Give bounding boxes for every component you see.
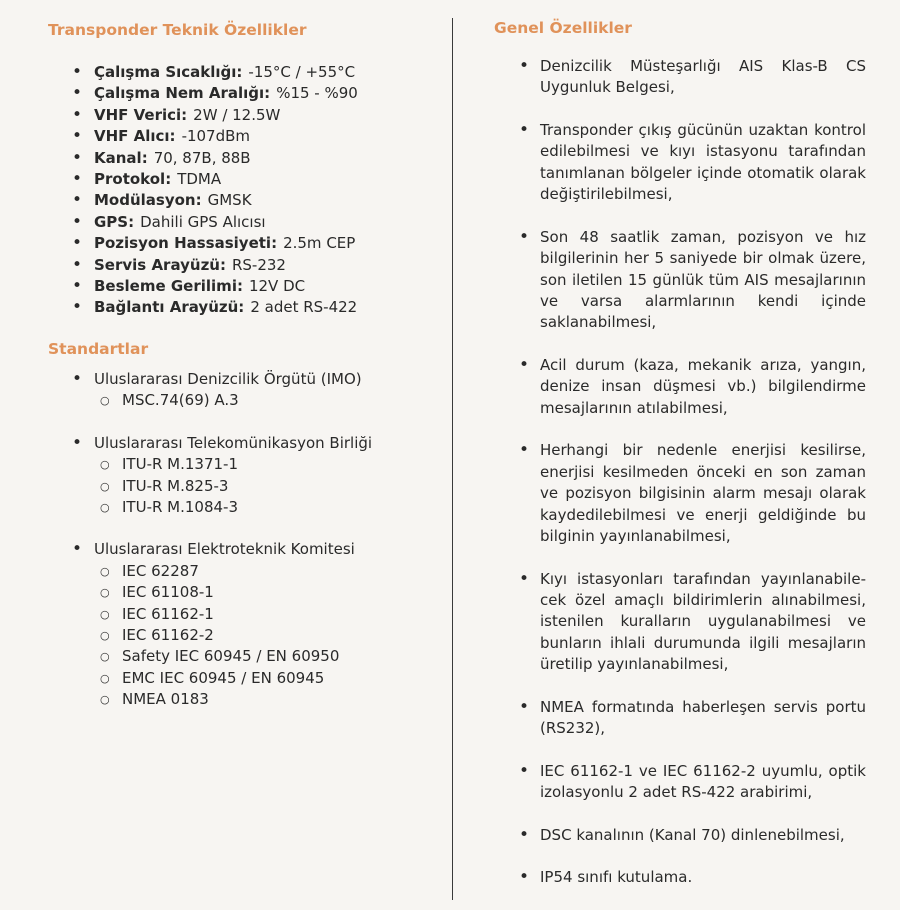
spec-item [48, 105, 443, 126]
standard-item: ○ ITU-R M.1371-1 [48, 454, 443, 475]
standard-item: ○ IEC 61162-1 [48, 604, 443, 625]
spec-key: Çalışma Nem Aralığı: [94, 84, 271, 103]
spec-value: RS-232 [231, 255, 286, 274]
spec-value: 12V DC [248, 277, 306, 296]
column-divider [452, 18, 453, 900]
spec-value: 2.5m CEP [283, 234, 356, 253]
standard-item: ○ ITU-R M.825-3 [48, 476, 443, 497]
spec-item [48, 62, 443, 83]
feature-item: • Acil durum (kaza, mekanik arıza, yangın, denize insan düşmesi vb.) bilgilendirme mesajlarının atılabilmesi, [494, 355, 866, 419]
standards-sublist [48, 390, 443, 411]
left-column [48, 18, 443, 711]
features-title: Genel Özellikler [494, 19, 632, 37]
spec-value: 2W / 12.5W [193, 105, 281, 124]
feature-item: • Son 48 saatlik zaman, pozisyon ve hız bilgilerinin her 5 saniyede bir olmak üzere, son iletilen 15 günlük tüm AIS mesajlarının ve varsa alarmlarının kendi içinde saklanabilmesi, [494, 227, 866, 334]
spec-value: GMSK [207, 191, 252, 210]
spec-key: Servis Arayüzü: [94, 255, 226, 274]
standards-group-iec [48, 539, 443, 710]
feature-item: • IP54 sınıfı kutulama. [494, 867, 866, 888]
feature-list [494, 56, 866, 889]
feature-item: • Herhangi bir nedenle enerjisi kesilirse, enerjisi kesilmeden önceki en son zaman ve pozisyon bilgisinin alarm mesajı olarak kaydedilebilmesi ve enerji geldiğinde bu bilginin yayınlanabilmesi, [494, 440, 866, 547]
specs-title: Transponder Teknik Özellikler [48, 21, 307, 39]
spec-value: Dahili GPS Alıcısı [140, 212, 266, 231]
spec-value: -15°C / +55°C [248, 63, 356, 81]
spec-value: 70, 87B, 88B [153, 148, 251, 167]
spec-list [48, 62, 443, 319]
standard-item: ○ EMC IEC 60945 / EN 60945 [48, 668, 443, 689]
standards-org: • Uluslararası Telekomünikasyon Birliği [48, 433, 443, 454]
standards-group-imo [48, 369, 443, 412]
spec-key: Protokol: [94, 170, 172, 189]
spec-item [48, 83, 443, 104]
standards-sublist [48, 561, 443, 711]
standard-item: ○ IEC 61108-1 [48, 582, 443, 603]
spec-value: -107dBm [181, 127, 251, 146]
spec-key: VHF Alıcı: [94, 127, 176, 146]
spec-item [48, 148, 443, 169]
spec-item [48, 276, 443, 297]
spec-key: Bağlantı Arayüzü: [94, 298, 245, 317]
right-column [494, 16, 866, 910]
feature-item: • Transponder çıkış gücünün uzaktan kontrol edilebilmesi ve kıyı istasyonu tarafından tanımlanan bölgeler içinde otomatik olarak değiştirilebilmesi, [494, 120, 866, 206]
feature-item: • Denizcilik Müsteşarlığı AIS Klas-B CS Uygunluk Belgesi, [494, 56, 866, 99]
spec-key: Besleme Gerilimi: [94, 277, 243, 296]
spec-key: VHF Verici: [94, 105, 188, 124]
spec-key: Modülasyon: [94, 191, 202, 210]
spec-key: Çalışma Sıcaklığı: [94, 63, 243, 81]
feature-item: • DSC kanalının (Kanal 70) dinlenebilmesi, [494, 825, 866, 846]
feature-item: • IEC 61162-1 ve IEC 61162-2 uyumlu, optik izolasyonlu 2 adet RS-422 arabirimi, [494, 761, 866, 804]
standard-item: ○ IEC 61162-2 [48, 625, 443, 646]
standards-sublist [48, 454, 443, 518]
standard-item: ○ MSC.74(69) A.3 [48, 390, 443, 411]
standards-group-itu [48, 433, 443, 519]
spec-value: %15 - %90 [276, 84, 358, 103]
spec-item [48, 169, 443, 190]
spec-item [48, 255, 443, 276]
spec-item [48, 233, 443, 254]
feature-item: • NMEA formatında haberleşen servis portu (RS232), [494, 697, 866, 740]
standards-org: • Uluslararası Denizcilik Örgütü (IMO) [48, 369, 443, 390]
spec-key: Pozisyon Hassasiyeti: [94, 234, 278, 253]
spec-item [48, 190, 443, 211]
feature-item: • Kıyı istasyonları tarafından yayınlanabile-cek özel amaçlı bildirimlerin alınabilmesi, istenilen kuralların uygulanabilmesi ve bunların ihlali durumunda ilgili mesajların üretilip yayınlanabilmesi, [494, 569, 866, 676]
standard-item: ○ Safety IEC 60945 / EN 60950 [48, 646, 443, 667]
spec-item [48, 126, 443, 147]
spec-item [48, 297, 443, 318]
standards-org: • Uluslararası Elektroteknik Komitesi [48, 539, 443, 560]
standard-item: ○ IEC 62287 [48, 561, 443, 582]
standard-item: ○ ITU-R M.1084-3 [48, 497, 443, 518]
spec-value: TDMA [177, 170, 222, 189]
standard-item: ○ NMEA 0183 [48, 689, 443, 710]
spec-key: Kanal: [94, 148, 148, 167]
spec-item [48, 212, 443, 233]
spec-key: GPS: [94, 212, 135, 231]
standards-title: Standartlar [48, 339, 149, 358]
spec-value: 2 adet RS-422 [250, 298, 358, 317]
